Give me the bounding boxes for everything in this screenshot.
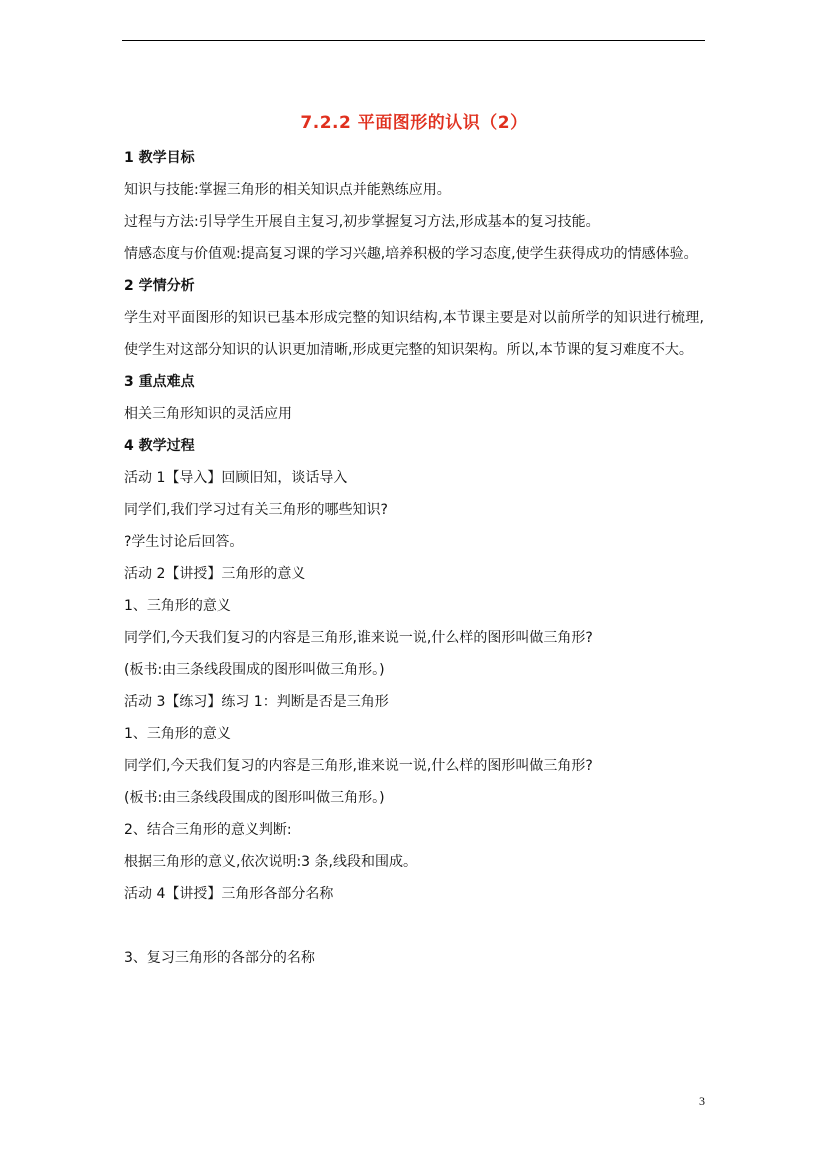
header-rule [122, 40, 705, 41]
paragraph: 活动 2【讲授】三角形的意义 [124, 566, 306, 582]
paragraph: ?学生讨论后回答。 [124, 534, 244, 550]
page-number: 3 [699, 1094, 705, 1108]
paragraph: 学生对平面图形的知识已基本形成完整的知识结构,本节课主要是对以前所学的知识进行梳理,使学生对这部分知识的认识更加清晰,形成更完整的知识架构。所以,本节课的复习难度不大。 [124, 310, 704, 358]
blank-line [124, 910, 704, 942]
paragraph: (板书:由三条线段围成的图形叫做三角形。) [124, 790, 385, 806]
paragraph: 同学们,今天我们复习的内容是三角形,谁来说一说,什么样的图形叫做三角形? [124, 630, 593, 646]
paragraph: 活动 3【练习】练习 1：判断是否是三角形 [124, 694, 389, 710]
paragraph: 1、三角形的意义 [124, 598, 231, 614]
section-heading: 3 重点难点 [124, 374, 195, 390]
paragraph: 根据三角形的意义,依次说明:3 条,线段和围成。 [124, 854, 417, 870]
section-heading: 1 教学目标 [124, 150, 195, 166]
paragraph: 2、结合三角形的意义判断: [124, 822, 292, 838]
section-heading: 2 学情分析 [124, 278, 195, 294]
paragraph: 1、三角形的意义 [124, 726, 231, 742]
paragraph: (板书:由三条线段围成的图形叫做三角形。) [124, 662, 385, 678]
paragraph: 活动 1【导入】回顾旧知，谈话导入 [124, 470, 348, 486]
paragraph: 3、复习三角形的各部分的名称 [124, 950, 315, 966]
section-heading: 4 教学过程 [124, 438, 195, 454]
paragraph: 过程与方法:引导学生开展自主复习,初步掌握复习方法,形成基本的复习技能。 [124, 214, 600, 230]
paragraph: 情感态度与价值观:提高复习课的学习兴趣,培养积极的学习态度,使学生获得成功的情感体验。 [124, 246, 698, 262]
paragraph: 同学们,今天我们复习的内容是三角形,谁来说一说,什么样的图形叫做三角形? [124, 758, 593, 774]
paragraph: 同学们,我们学习过有关三角形的哪些知识? [124, 502, 388, 518]
document-body [124, 108, 704, 974]
paragraph: 活动 4【讲授】三角形各部分名称 [124, 886, 334, 902]
document-title: 7.2.2 平面图形的认识（2） [300, 113, 528, 133]
paragraph: 相关三角形知识的灵活应用 [124, 406, 292, 422]
document-blocks [124, 142, 704, 974]
paragraph: 知识与技能:掌握三角形的相关知识点并能熟练应用。 [124, 182, 451, 198]
